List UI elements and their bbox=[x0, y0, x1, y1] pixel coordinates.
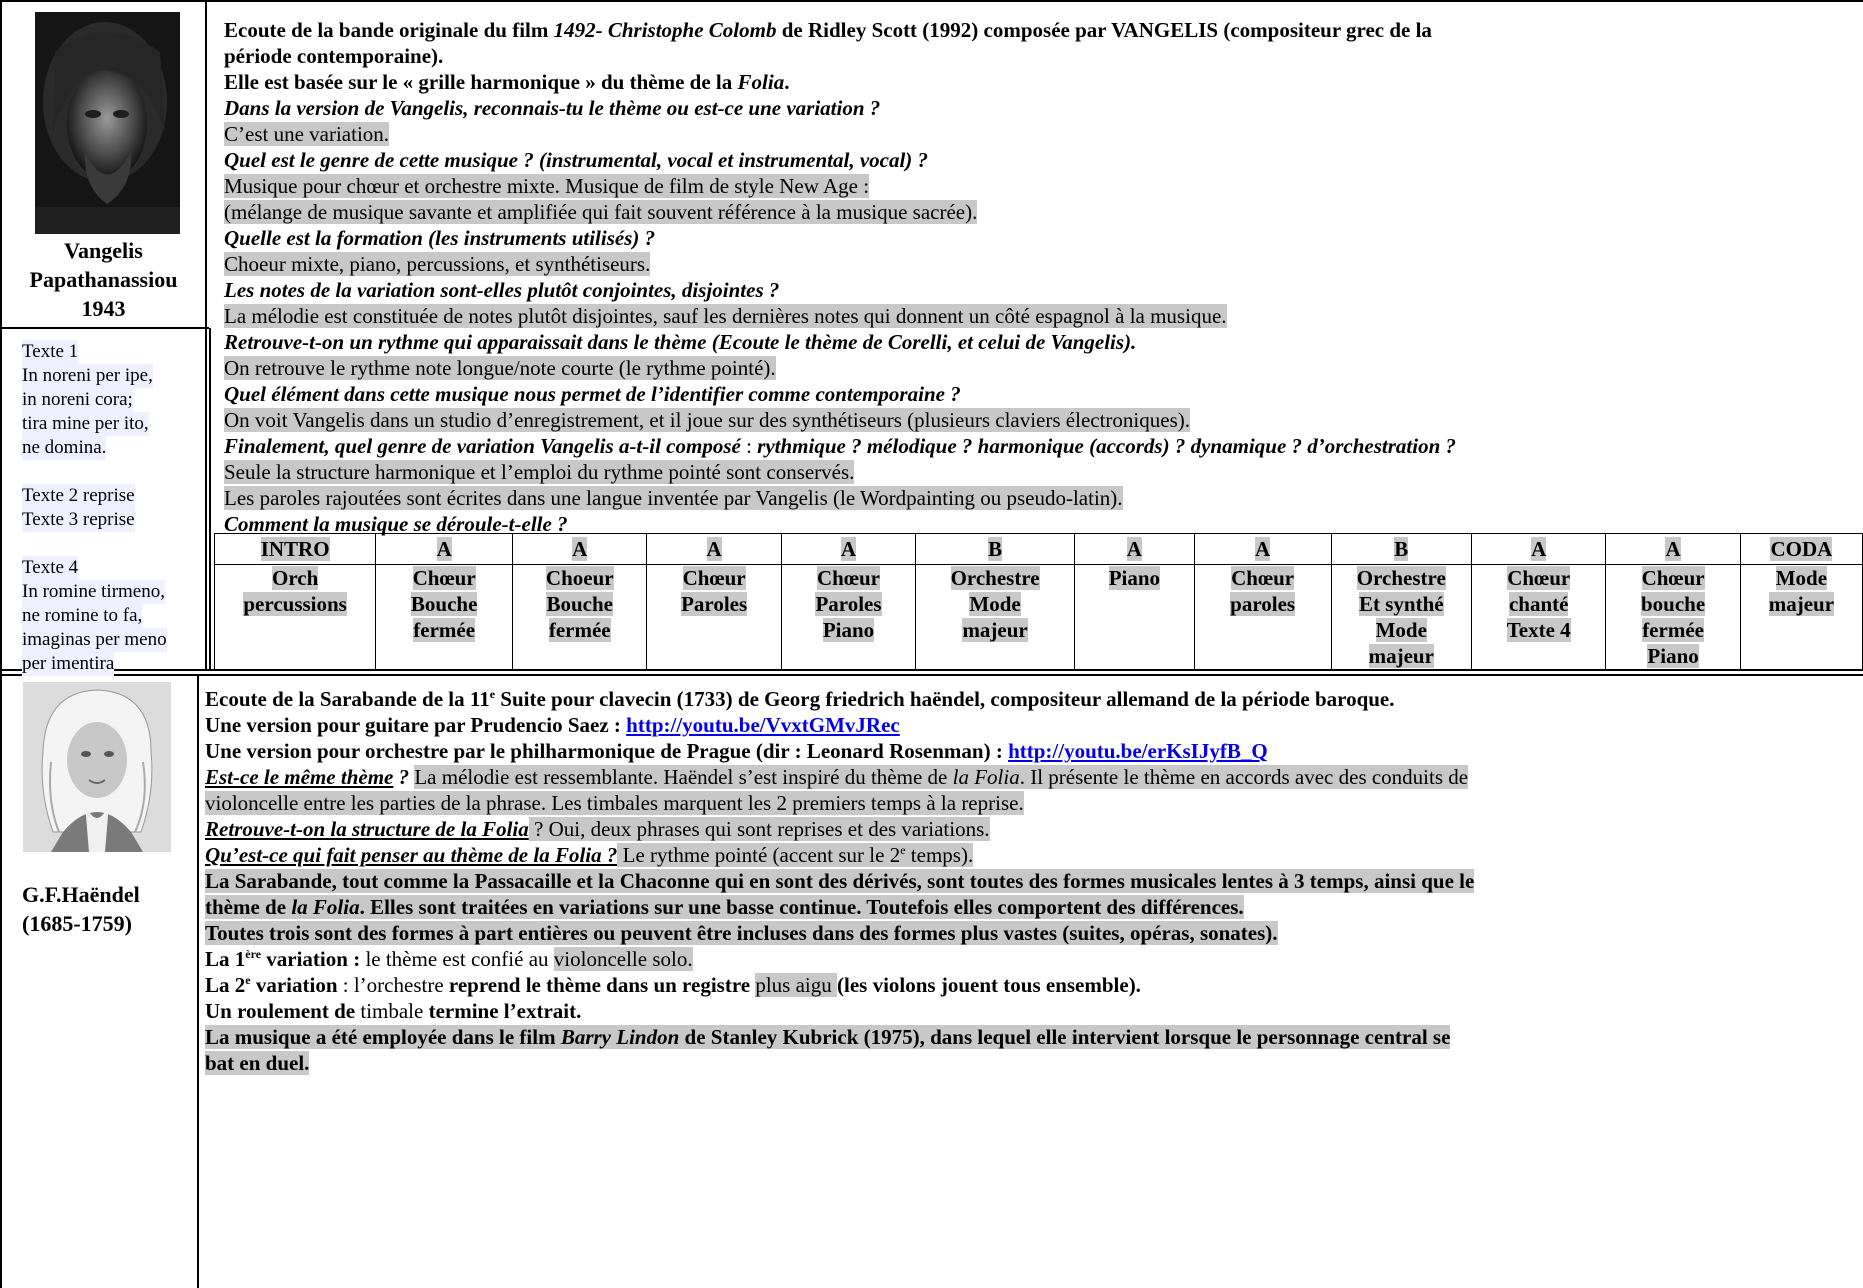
structure-cell: Orchestre Mode majeur bbox=[916, 565, 1075, 670]
structure-header: A bbox=[376, 534, 513, 565]
vangelis-column-divider-2 bbox=[209, 328, 211, 670]
handel-variation-1: La 1ère variation : le thème est confié au violoncelle solo. bbox=[205, 947, 693, 971]
structure-header: INTRO bbox=[215, 534, 376, 565]
structure-header: B bbox=[1331, 534, 1471, 565]
structure-header: A bbox=[513, 534, 647, 565]
guitar-version-link[interactable]: http://youtu.be/VvxtGMvJRec bbox=[626, 713, 900, 737]
structure-header: A bbox=[1075, 534, 1195, 565]
structure-header: B bbox=[916, 534, 1075, 565]
answer: Les paroles rajoutées sont écrites dans une langue inventée par Vangelis (le Wordpainting ou pseudo-latin). bbox=[224, 486, 1123, 510]
handel-column-divider bbox=[197, 674, 199, 1288]
lyrics-line: Texte 2 reprise bbox=[22, 485, 135, 506]
structure-cell: Piano bbox=[1075, 565, 1195, 670]
lyrics-line: tira mine per ito, bbox=[22, 413, 149, 434]
answer: Musique pour chœur et orchestre mixte. Musique de film de style New Age : bbox=[224, 174, 870, 198]
lyrics-line: In noreni per ipe, bbox=[22, 365, 153, 386]
handel-portrait bbox=[23, 682, 171, 852]
structure-cell: Chœur paroles bbox=[1194, 565, 1331, 670]
handel-a1: violoncelle entre les parties de la phrase. Les timbales marquent les 2 premiers temps à la reprise. bbox=[205, 791, 1024, 815]
structure-header: A bbox=[1606, 534, 1740, 565]
structure-header: A bbox=[647, 534, 781, 565]
lyrics-line: Texte 4 bbox=[22, 557, 79, 578]
structure-detail-row bbox=[215, 565, 1863, 670]
vangelis-column-divider bbox=[205, 0, 207, 670]
handel-caption-line: (1685-1759) bbox=[22, 911, 132, 936]
structure-cell: Chœur Paroles Piano bbox=[781, 565, 915, 670]
structure-header-row bbox=[215, 534, 1863, 565]
question: Comment la musique se déroule-t-elle ? bbox=[224, 512, 568, 536]
structure-cell: Choeur Bouche fermée bbox=[513, 565, 647, 670]
structure-cell: Chœur bouche fermée Piano bbox=[1606, 565, 1740, 670]
structure-cell: Chœur Paroles bbox=[647, 565, 781, 670]
vangelis-caption-line: Papathanassiou bbox=[29, 267, 178, 292]
structure-table bbox=[214, 533, 1863, 670]
question: Quel est le genre de cette musique ? (instrumental, vocal et instrumental, vocal) ? bbox=[224, 148, 929, 172]
handel-q1: Est-ce le même thème ? La mélodie est ressemblante. Haëndel s’est inspiré du thème de la Folia. Il présente le thème en accords avec des conduits de bbox=[205, 765, 1469, 789]
handel-intro: Ecoute de la Sarabande de la 11e Suite pour clavecin (1733) de Georg friedrich haëndel, compositeur allemand de la période baroque. bbox=[205, 687, 1395, 711]
question: Les notes de la variation sont-elles plutôt conjointes, disjointes ? bbox=[224, 278, 780, 302]
intro-line: Ecoute de la bande originale du film 1492- Christophe Colomb de Ridley Scott (1992) composée par VANGELIS (compositeur grec de la bbox=[224, 18, 1432, 42]
answer: Seule la structure harmonique et l’emploi du rythme pointé sont conservés. bbox=[224, 460, 855, 484]
vangelis-portrait bbox=[35, 12, 180, 234]
structure-cell: Chœur Bouche fermée bbox=[376, 565, 513, 670]
answer: On voit Vangelis dans un studio d’enregistrement, et il joue sur des synthétiseurs (plusieurs claviers électroniques). bbox=[224, 408, 1190, 432]
handel-orchestra-version: Une version pour orchestre par le philharmonique de Prague (dir : Leonard Rosenman) : http://youtu.be/erKsIJyfB_Q bbox=[205, 739, 1268, 763]
handel-paragraph: thème de la Folia. Elles sont traitées en variations sur une basse continue. Toutefois elles comportent des différences. bbox=[205, 895, 1244, 919]
vangelis-portrait-image bbox=[35, 12, 180, 234]
structure-cell: Orchestre Et synthé Mode majeur bbox=[1331, 565, 1471, 670]
answer: On retrouve le rythme note longue/note courte (le rythme pointé). bbox=[224, 356, 776, 380]
left-border bbox=[0, 0, 2, 1288]
vangelis-text bbox=[224, 17, 1860, 537]
question: Quelle est la formation (les instruments utilisés) ? bbox=[224, 226, 656, 250]
handel-caption-line: G.F.Haëndel bbox=[22, 882, 140, 907]
handel-film: La musique a été employée dans le film Barry Lindon de Stanley Kubrick (1975), dans lequel elle intervient lorsque le personnage central se bbox=[205, 1025, 1451, 1049]
answer: (mélange de musique savante et amplifiée qui fait souvent référence à la musique sacrée). bbox=[224, 200, 978, 224]
handel-q3: Qu’est-ce qui fait penser au thème de la Folia ? Le rythme pointé (accent sur le 2e temps). bbox=[205, 843, 974, 867]
handel-caption bbox=[2, 880, 197, 938]
lyrics-line: Texte 1 bbox=[22, 341, 79, 362]
lyrics-line: imaginas per meno bbox=[22, 629, 167, 650]
handel-text bbox=[205, 686, 1860, 1286]
orchestra-version-link[interactable]: http://youtu.be/erKsIJyfB_Q bbox=[1008, 739, 1268, 763]
question: Finalement, quel genre de variation Vangelis a-t-il composé : rythmique ? mélodique ? harmonique (accords) ? dynamique ? d’orchestration ? bbox=[224, 434, 1457, 458]
vangelis-caption-line: Vangelis bbox=[64, 238, 143, 263]
structure-cell: Orch percussions bbox=[215, 565, 376, 670]
answer: La mélodie est constituée de notes plutôt disjointes, sauf les dernières notes qui donnent un côté espagnol à la musique. bbox=[224, 304, 1227, 328]
handel-film: bat en duel. bbox=[205, 1051, 310, 1075]
handel-roll: Un roulement de timbale termine l’extrait. bbox=[205, 999, 582, 1023]
handel-q2: Retrouve-t-on la structure de la Folia ? Oui, deux phrases qui sont reprises et des variations. bbox=[205, 817, 990, 841]
answer: Choeur mixte, piano, percussions, et synthétiseurs. bbox=[224, 252, 651, 276]
structure-header: A bbox=[781, 534, 915, 565]
lyrics-divider bbox=[0, 327, 209, 329]
vangelis-caption-line: 1943 bbox=[81, 296, 126, 321]
handel-paragraph: Toutes trois sont des formes à part entières ou peuvent être incluses dans des formes plus vastes (suites, opéras, sonates). bbox=[205, 921, 1278, 945]
lyrics-line: in noreni cora; bbox=[22, 389, 133, 410]
structure-header: A bbox=[1472, 534, 1606, 565]
lyrics-line: In romine tirmeno, bbox=[22, 581, 165, 602]
question: Quel élément dans cette musique nous permet de l’identifier comme contemporaine ? bbox=[224, 382, 961, 406]
structure-cell: Mode majeur bbox=[1740, 565, 1862, 670]
answer: C’est une variation. bbox=[224, 122, 390, 146]
structure-header: CODA bbox=[1740, 534, 1862, 565]
question: Retrouve-t-on un rythme qui apparaissait dans le thème (Ecoute le thème de Corelli, et celui de Vangelis). bbox=[224, 330, 1137, 354]
intro-line: Elle est basée sur le « grille harmonique » du thème de la Folia. bbox=[224, 70, 790, 94]
structure-cell: Chœur chanté Texte 4 bbox=[1472, 565, 1606, 670]
handel-paragraph: La Sarabande, tout comme la Passacaille et la Chaconne qui en sont des dérivés, sont toutes des formes musicales lentes à 3 temps, ainsi que le bbox=[205, 869, 1475, 893]
section-divider-2 bbox=[0, 674, 1863, 676]
intro-line: période contemporaine). bbox=[224, 44, 444, 68]
lyrics-line: Texte 3 reprise bbox=[22, 509, 135, 530]
lyrics-block bbox=[22, 340, 167, 676]
handel-guitar-version: Une version pour guitare par Prudencio Saez : http://youtu.be/VvxtGMvJRec bbox=[205, 713, 900, 737]
lyrics-line: ne romine to fa, bbox=[22, 605, 143, 626]
handel-portrait-image bbox=[23, 682, 171, 852]
handel-variation-2: La 2e variation : l’orchestre reprend le thème dans un registre plus aigu (les violons jouent tous ensemble). bbox=[205, 973, 1141, 997]
lyrics-line: per imentira bbox=[22, 653, 115, 674]
structure-header: A bbox=[1194, 534, 1331, 565]
vangelis-caption bbox=[2, 236, 205, 323]
lyrics-line: ne domina. bbox=[22, 437, 107, 458]
question: Dans la version de Vangelis, reconnais-tu le thème ou est-ce une variation ? bbox=[224, 96, 881, 120]
top-border bbox=[0, 0, 1863, 2]
